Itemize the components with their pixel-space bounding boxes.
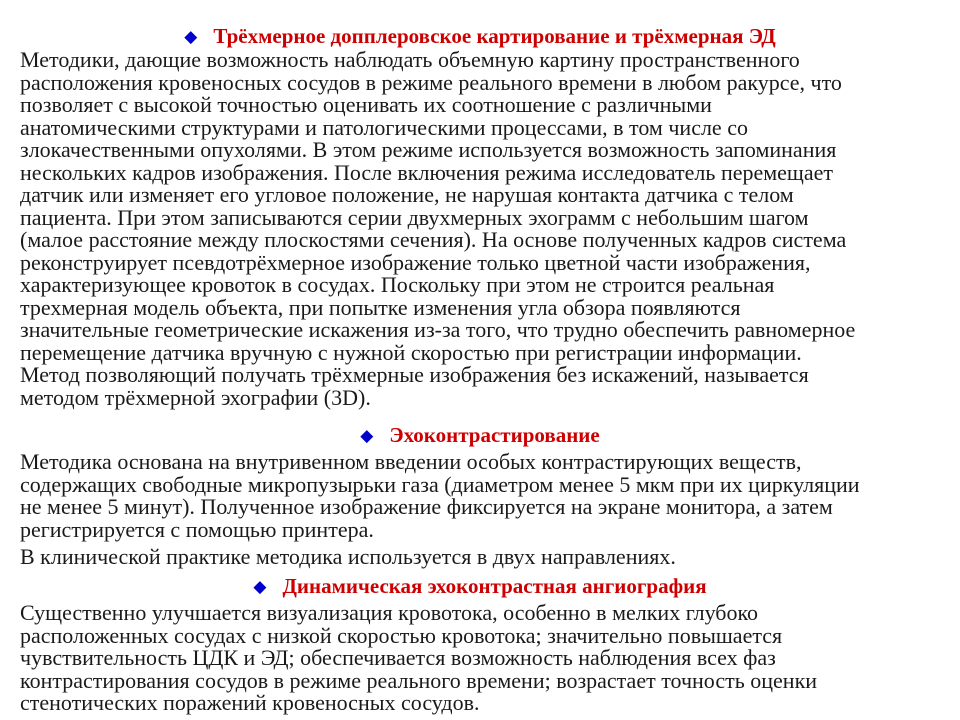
text-line: значительные геометрические искажения из-за того, что трудно обеспечить равномерное (20, 317, 856, 342)
text-line: позволяет с высокой точностью оценивать их соотношение с различными (20, 92, 712, 117)
text-line: чувствительность ЦДК и ЭД; обеспечивается возможность наблюдения всех фаз (20, 645, 776, 670)
text-line: расположения кровеносных сосудов в режиме реального времени в любом ракурсе, что (20, 69, 842, 95)
text-line: стенотических поражений кровеносных сосудов. (20, 690, 480, 715)
text-line: пациента. При этом записываются серии двухмерных эхограмм с небольшим шагом (20, 204, 809, 230)
section-heading-echocontrast (0, 423, 960, 448)
text-line: Существенно улучшается визуализация кровотока, особенно в мелких глубоко (20, 600, 759, 625)
section-heading-text: Эхоконтрастирование (389, 423, 600, 447)
diamond-bullet-icon: ◆ (184, 27, 198, 47)
text-line: Методики, дающие возможность наблюдать объемную картину пространственного (20, 47, 800, 72)
text-line: расположенных сосудах с низкой скоростью кровотока; значительно повышается (20, 622, 783, 648)
paragraph-dynamic-angiography (20, 602, 945, 715)
text-line: злокачественными опухолями. В этом режиме используется возможность запоминания (20, 137, 837, 162)
text-line: анатомическими структурами и патологическими процессами, в том числе со (20, 114, 748, 140)
text-line: датчик или изменяет его угловое положение, не нарушая контакта датчика с телом (20, 182, 794, 207)
section-heading-dynamic-angiography (0, 574, 960, 599)
text-line: не менее 5 минут). Полученное изображение фиксируется на экране монитора, а затем (20, 494, 833, 519)
text-line: Методика основана на внутривенном введении особых контрастирующих веществ, (20, 449, 802, 474)
text-line: содержащих свободные микропузырьки газа (диаметром менее 5 мкм при их циркуляции (20, 471, 860, 497)
paragraph-clinical-practice (20, 546, 945, 569)
section-heading-text: Динамическая эхоконтрастная ангиография (282, 574, 707, 598)
text-line: нескольких кадров изображения. После включения режима исследователь перемещает (20, 159, 834, 185)
text-line: регистрируется с помощью принтера. (20, 516, 374, 542)
section-heading-3d-doppler (0, 24, 960, 49)
text-line: (малое расстояние между плоскостями сечения). На основе полученных кадров система (20, 227, 847, 252)
text-line: реконструирует псевдотрёхмерное изображение только цветной части изображения, (20, 249, 811, 275)
diamond-bullet-icon: ◆ (360, 426, 374, 446)
text-line: перемещение датчика вручную с нужной скоростью при регистрации информации. (20, 339, 802, 365)
text-line: В клинической практике методика используется в двух направлениях. (20, 544, 676, 569)
text-line: Метод позволяющий получать трёхмерные изображения без искажений, называется (20, 362, 809, 387)
section-heading-text: Трёхмерное допплеровское картирование и трёхмерная ЭД (213, 24, 776, 48)
paragraph-echocontrast-method (20, 451, 945, 541)
text-line: трехмерная модель объекта, при попытке изменения угла обзора появляются (20, 294, 741, 320)
text-line: характеризующее кровоток в сосудах. Поскольку при этом не строится реальная (20, 272, 775, 297)
text-line: контрастирования сосудов в режиме реального времени; возрастает точность оценки (20, 667, 818, 693)
diamond-bullet-icon: ◆ (253, 577, 267, 597)
text-line: методом трёхмерной эхографии (3D). (20, 384, 371, 410)
paragraph-3d-methods (20, 49, 945, 409)
